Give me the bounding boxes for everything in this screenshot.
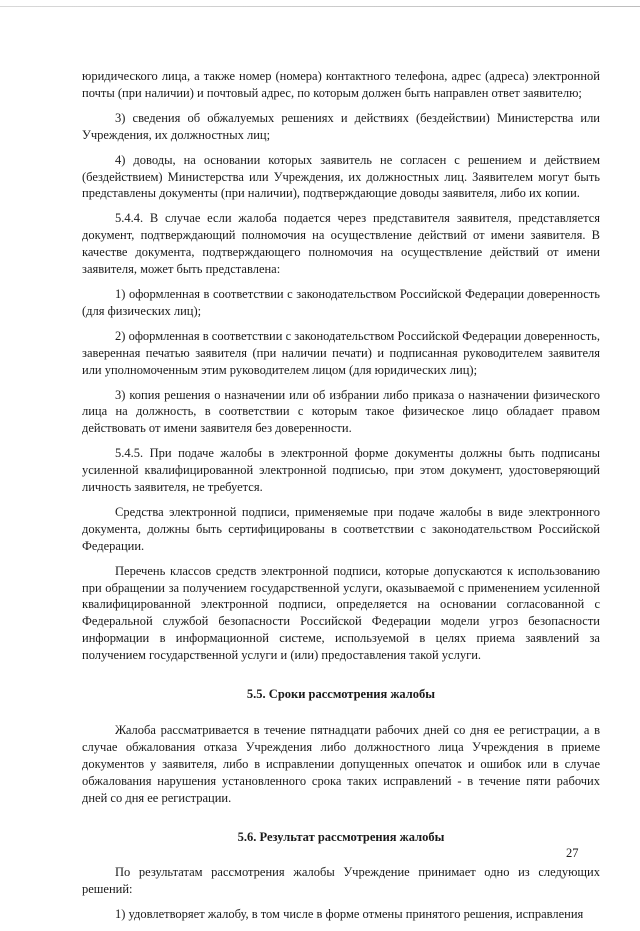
paragraph: 1) оформленная в соответствии с законодательством Российской Федерации доверенность (для физических лиц); [82,286,600,318]
paragraph: Жалоба рассматривается в течение пятнадцати рабочих дней со дня ее регистрации, а в случае обжалования отказа Учреждения либо должностного лица Учреждения в приеме документов у заявителя, либо в исправлении допущенных опечаток и ошибок или в случае обжалования нарушения установленного срока таких исправлений - в течение пяти рабочих дней со дня ее регистрации. [82,723,600,805]
paragraph: 3) копия решения о назначении или об избрании либо приказа о назначении физического лица на должность, в соответствии с которым такое физическое лицо обладает правом действовать от имени заявителя без доверенности. [82,387,600,436]
paragraph: 4) доводы, на основании которых заявитель не согласен с решением и действием (бездействием) Министерства или Учреждения, их должностных лиц. Заявителем могут быть представлены документы (при наличии), подтверждающие доводы заявителя, либо их копии. [82,152,600,201]
section-heading-5-6: 5.6. Результат рассмотрения жалобы [237,829,445,844]
scan-edge-line [0,6,640,7]
paragraph: 2) оформленная в соответствии с законодательством Российской Федерации доверенность, заверенная печатью заявителя (при наличии печати) и подписанная руководителем заявителя или уполномоченным этим руководителем лицом (для юридических лиц); [82,328,600,377]
document-page [82,68,600,931]
section-heading-5-5: 5.5. Сроки рассмотрения жалобы [246,687,436,702]
paragraph: юридического лица, а также номер (номера) контактного телефона, адрес (адреса) электронной почты (при наличии) и почтовый адрес, по которым должен быть направлен ответ заявителю; [82,69,600,100]
paragraph: Перечень классов средств электронной подписи, которые допускаются к использованию при обращении за получением государственной услуги, оказываемой с применением усиленной квалифицированной электронной подписи, определяется на основании согласованной с Федеральной службой безопасности Российской Федерации модели угроз безопасности информации в информационной системе, используемой в целях приема заявлений за получением государственной услуги и (или) предоставления такой услуги. [82,563,600,663]
paragraph: 1) удовлетворяет жалобу, в том числе в форме отмены принятого решения, исправления [115,907,584,922]
paragraph: По результатам рассмотрения жалобы Учреждение принимает одно из следующих решений: [82,865,600,897]
page-number: 27 [566,846,579,860]
paragraph: 3) сведения об обжалуемых решениях и действиях (бездействии) Министерства или Учреждения, их должностных лиц; [82,110,600,142]
paragraph: Средства электронной подписи, применяемые при подаче жалобы в виде электронного документа, должны быть сертифицированы в соответствии с законодательством Российской Федерации. [82,504,600,553]
paragraph: 5.4.4. В случае если жалоба подается через представителя заявителя, представляется документ, подтверждающий полномочия на осуществление действий от имени заявителя. В качестве документа, подтверждающего полномочия на осуществление действий от имени заявителя, может быть представлена: [82,211,600,277]
paragraph: 5.4.5. При подаче жалобы в электронной форме документы должны быть подписаны усиленной квалифицированной электронной подписью, при этом документ, удостоверяющий личность заявителя, не требуется. [82,446,600,495]
